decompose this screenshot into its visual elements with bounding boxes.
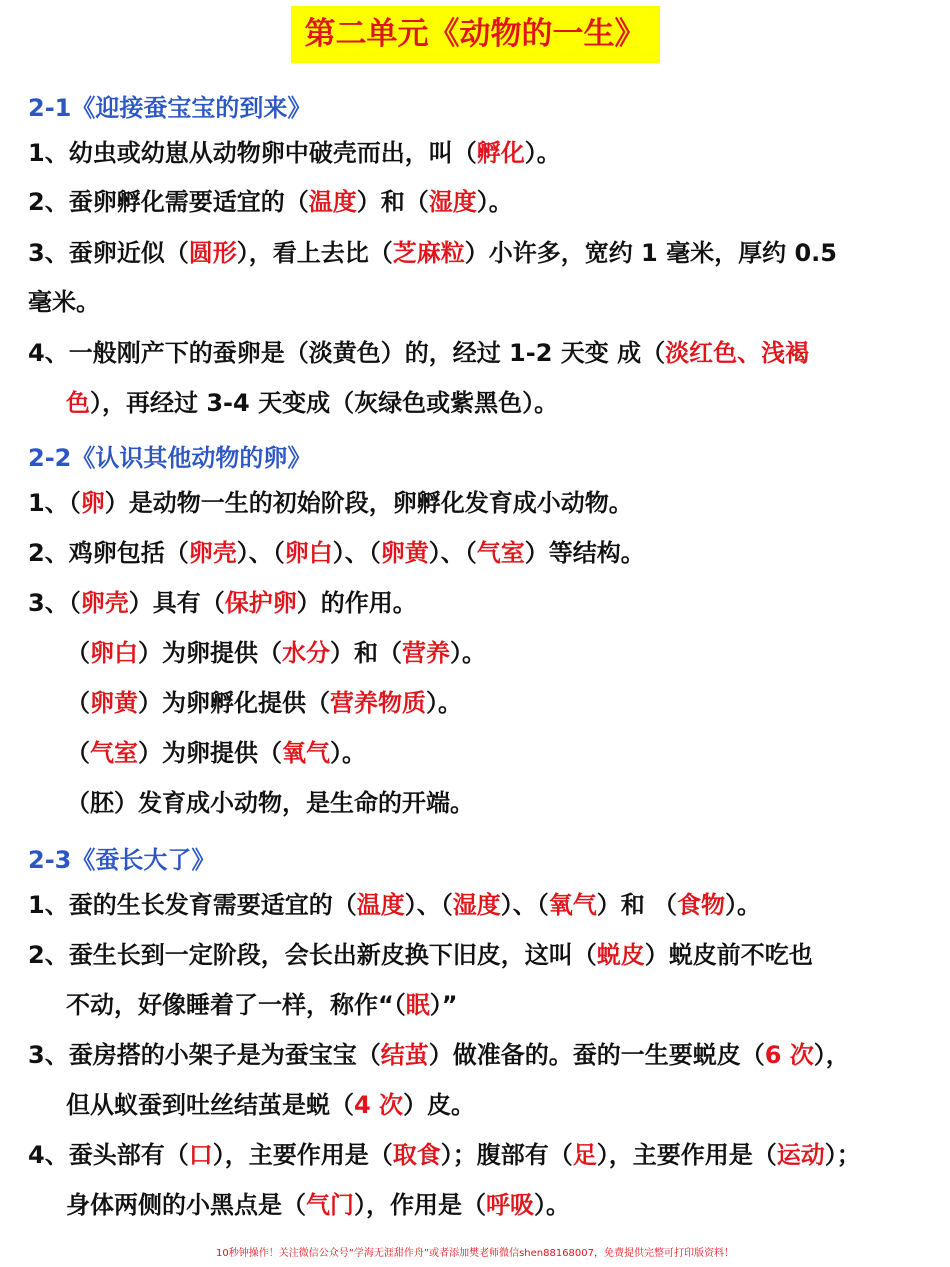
- text-line: 3、（卵壳）具有（保护卵）的作用。: [28, 589, 417, 617]
- text-line: 色），再经过 3-4 天变成（灰绿色或紫黑色）。: [66, 389, 559, 417]
- text-line: （卵白）为卵提供（水分）和（营养）。: [66, 639, 486, 667]
- text-line: 身体两侧的小黑点是（气门），作用是（呼吸）。: [66, 1191, 570, 1219]
- text-line: （气室）为卵提供（氧气）。: [66, 739, 366, 767]
- text-line: 1、（卵）是动物一生的初始阶段，卵孵化发育成小动物。: [28, 489, 633, 517]
- text-line: 3、蚕房搭的小架子是为蚕宝宝（结茧）做准备的。蚕的一生要蜕皮（6 次），: [28, 1041, 850, 1069]
- text-line: 2、蚕卵孵化需要适宜的（温度）和（湿度）。: [28, 188, 513, 216]
- text-line: 不动，好像睡着了一样，称作“（眠）”: [66, 991, 458, 1019]
- text-line: 2、鸡卵包括（卵壳）、（卵白）、（卵黄）、（气室）等结构。: [28, 539, 645, 567]
- footer-note: 10秒钟操作！关注微信公众号“学海无涯甜作舟”或者添加樊老师微信shen88168007，免费提供完整可打印版资料！: [215, 1248, 735, 1259]
- title-banner: [0, 6, 950, 63]
- text-line: （胚）发育成小动物，是生命的开端。: [66, 789, 474, 817]
- text-line: 2、蚕生长到一定阶段，会长出新皮换下旧皮，这叫（蜕皮）蜕皮前不吃也: [28, 941, 813, 969]
- text-line: 1、幼虫或幼崽从动物卵中破壳而出，叫（孵化）。: [28, 139, 561, 167]
- text-line: 3、蚕卵近似（圆形），看上去比（芝麻粒）小许多，宽约 1 毫米，厚约 0.5: [28, 239, 837, 267]
- section-heading: 2-1《迎接蚕宝宝的到来》: [28, 94, 312, 122]
- section-heading: 2-2《认识其他动物的卵》: [28, 444, 312, 472]
- text-line: 1、蚕的生长发育需要适宜的（温度）、（湿度）、（氧气）和 （食物）。: [28, 891, 762, 919]
- text-line: 但从蚁蚕到吐丝结茧是蜕（4 次）皮。: [66, 1091, 476, 1119]
- text-line: 4、一般刚产下的蚕卵是（淡黄色）的，经过 1-2 天变 成（淡红色、浅褐: [28, 339, 810, 367]
- text-line: 4、蚕头部有（口），主要作用是（取食）；腹部有（足），主要作用是（运动）；: [28, 1141, 861, 1169]
- section-heading: 2-3《蚕长大了》: [28, 846, 216, 874]
- page-title: 第二单元《动物的一生》: [291, 6, 660, 63]
- text-line: （卵黄）为卵孵化提供（营养物质）。: [66, 689, 462, 717]
- text-line: 毫米。: [28, 288, 100, 316]
